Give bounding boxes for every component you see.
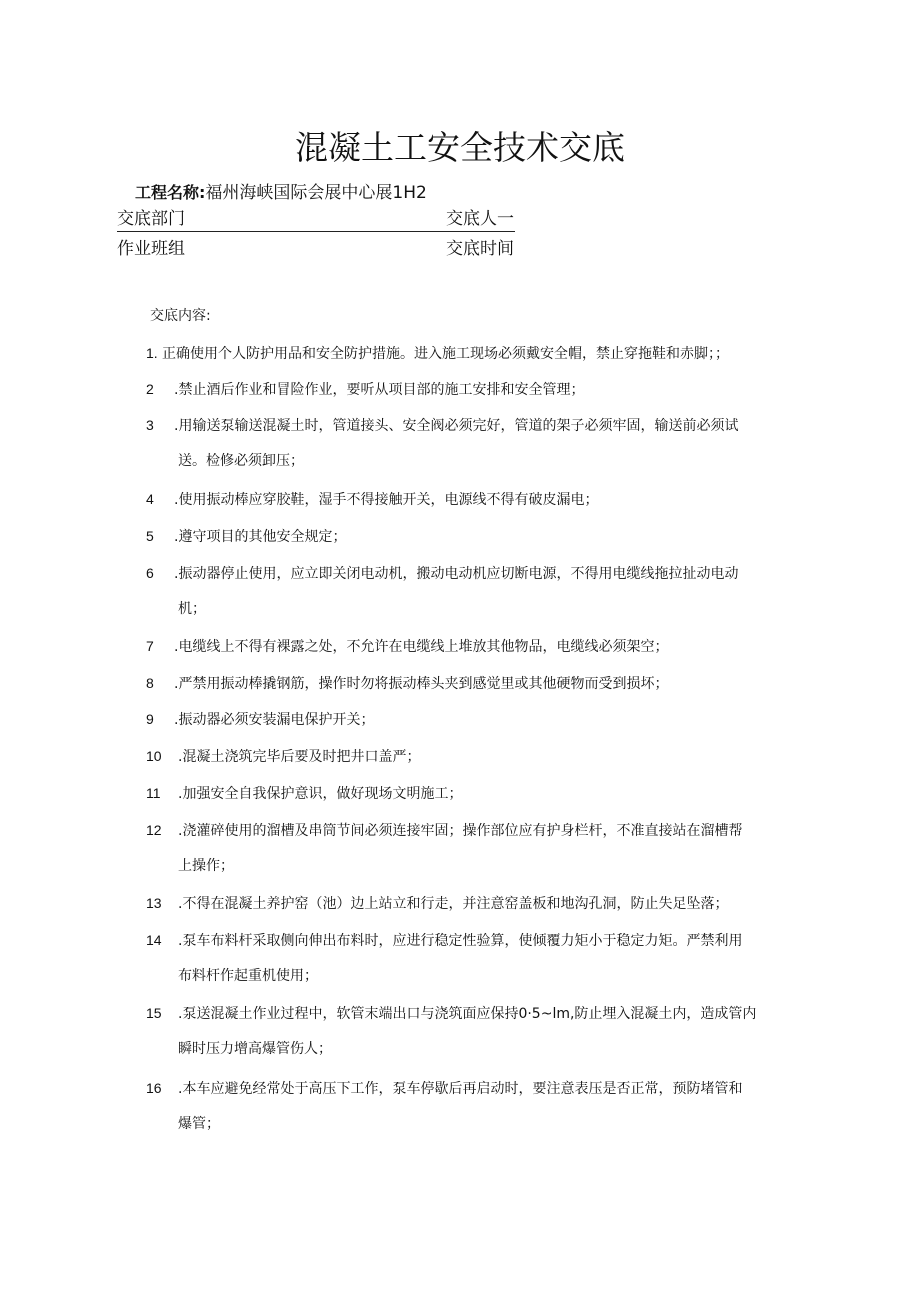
- item-number: 4: [146, 491, 154, 507]
- list-item: [146, 487, 811, 512]
- project-name-label: 工程名称:: [135, 183, 206, 202]
- project-name-value: 福州海峡国际会展中心展1H2: [205, 183, 427, 203]
- item-text-continuation: 瞬时压力增高爆管伤人；: [178, 1041, 332, 1057]
- list-item: [146, 744, 811, 769]
- item-text-continuation: 布料杆作起重机使用；: [178, 968, 318, 984]
- list-item: [146, 928, 811, 984]
- item-number: 16: [146, 1080, 162, 1096]
- project-name-line: [135, 181, 427, 205]
- item-text: .用输送泵输送混凝土时，管道接头、安全阀必须完好，管道的架子必须牢固，输送前必须试: [174, 418, 739, 434]
- item-text: 正确使用个人防护用品和安全防护措施。进入施工现场必须戴安全帽，禁止穿拖鞋和赤脚；；: [162, 346, 729, 362]
- list-item: [146, 1001, 811, 1057]
- item-text: .泵送混凝土作业过程中，软管末端出口与浇筑面应保持0·5~lm,防止埋入混凝土内，造成管内: [178, 1006, 757, 1022]
- item-text: .泵车布料杆采取侧向伸出布料时，应进行稳定性验算，使倾覆力矩小于稳定力矩。严禁利用: [178, 933, 743, 949]
- item-text: .振动器停止使用，应立即关闭电动机，搬动电动机应切断电源，不得用电缆线拖拉扯动电动: [174, 566, 739, 582]
- list-item: [146, 634, 811, 659]
- list-item: [146, 818, 811, 874]
- item-text: .使用振动棒应穿胶鞋，湿手不得接触开关，电源线不得有破皮漏电；: [174, 492, 599, 508]
- item-number: 11: [146, 785, 161, 801]
- list-item: [146, 561, 811, 617]
- team-label: 作业班组: [117, 239, 185, 259]
- list-item: [146, 413, 811, 469]
- item-text: .禁止酒后作业和冒险作业，要听从项目部的施工安排和安全管理；: [174, 382, 585, 398]
- list-item: [146, 341, 811, 366]
- item-text-continuation: 上操作；: [178, 858, 234, 874]
- item-number: 2: [146, 381, 154, 397]
- item-text: .加强安全自我保护意识，做好现场文明施工；: [178, 786, 463, 802]
- department-underline: [117, 231, 515, 232]
- presenter-label: 交底人一: [446, 209, 514, 229]
- item-number: 8: [146, 675, 154, 691]
- item-number: 10: [146, 748, 162, 764]
- content-heading: 交底内容:: [150, 308, 211, 324]
- item-number: 12: [146, 822, 162, 838]
- item-text: .不得在混凝土养护窑（池）边上站立和行走，并注意窑盖板和地沟孔洞，防止失足坠落；: [178, 896, 729, 912]
- item-number: 13: [146, 895, 162, 911]
- meta-row-team: [117, 236, 537, 262]
- list-item: [146, 671, 811, 696]
- list-item: [146, 891, 811, 916]
- item-number: 5: [146, 528, 154, 544]
- list-item: [146, 377, 811, 402]
- item-text: .本车应避免经常处于高压下工作，泵车停歇后再启动时，要注意表压是否正常，预防堵管和: [178, 1081, 743, 1097]
- item-text: .混凝土浇筑完毕后要及时把井口盖严；: [178, 749, 421, 765]
- item-text: .严禁用振动棒撬钢筋，操作时勿将振动棒头夹到感觉里或其他硬物而受到损坏；: [174, 676, 669, 692]
- document-title: 混凝土工安全技术交底: [295, 128, 625, 167]
- item-text: .浇灌碎使用的溜槽及串筒节间必须连接牢固；操作部位应有护身栏杆，不准直接站在溜槽帮: [178, 823, 743, 839]
- item-text: .振动器必须安装漏电保护开关；: [174, 712, 375, 728]
- item-text-continuation: 送。检修必须卸压；: [178, 453, 304, 469]
- list-item: [146, 707, 811, 732]
- item-text: .电缆线上不得有裸露之处，不允许在电缆线上堆放其他物品，电缆线必须架空；: [174, 639, 669, 655]
- item-number: 7: [146, 638, 154, 654]
- item-text: .遵守项目的其他安全规定；: [174, 529, 347, 545]
- time-label: 交底时间: [446, 239, 514, 259]
- item-number: 1.: [146, 345, 158, 361]
- list-item: [146, 1076, 811, 1132]
- list-item: [146, 781, 811, 806]
- item-text-continuation: 爆管；: [178, 1116, 220, 1132]
- meta-row-department: [117, 206, 537, 232]
- item-number: 15: [146, 1005, 162, 1021]
- item-number: 3: [146, 417, 154, 433]
- item-number: 14: [146, 932, 162, 948]
- item-text-continuation: 机；: [178, 601, 206, 617]
- item-number: 9: [146, 711, 154, 727]
- department-label: 交底部门: [117, 209, 185, 229]
- list-item: [146, 524, 811, 549]
- item-number: 6: [146, 565, 154, 581]
